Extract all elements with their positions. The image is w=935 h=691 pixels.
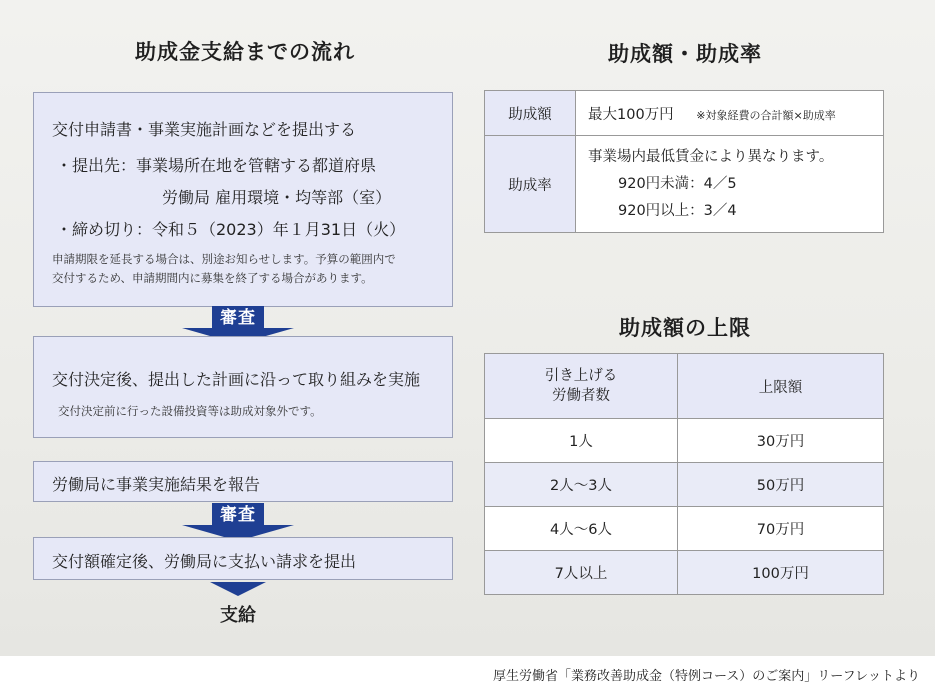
step1-destination: ・提出先：事業場所在地を管轄する都道府県 bbox=[56, 156, 377, 175]
table-row bbox=[485, 551, 884, 595]
step2-heading: 交付決定後、提出した計画に沿って取り組みを実施 bbox=[52, 370, 421, 389]
rate-line3: 920円以上：3／4 bbox=[618, 202, 737, 219]
payment-arrow bbox=[182, 580, 294, 600]
flow-title: 助成金支給までの流れ bbox=[135, 40, 355, 64]
review-label-2: 審査 bbox=[220, 505, 256, 525]
limit-cell: 100万円 bbox=[678, 551, 884, 595]
step-implement-plan bbox=[33, 336, 453, 438]
step1-note-line1: 申請期限を延長する場合は、別途お知らせします。予算の範囲内で bbox=[52, 252, 396, 266]
step3-text: 労働局に事業実施結果を報告 bbox=[52, 475, 261, 494]
limit-column-header: 上限額 bbox=[678, 354, 884, 419]
review-label-1: 審査 bbox=[220, 308, 256, 328]
limit-cell: 70万円 bbox=[678, 507, 884, 551]
amount-cell bbox=[576, 91, 884, 136]
step1-note-line2: 交付するため、申請期間内に募集を終了する場合があります。 bbox=[52, 271, 373, 285]
source-caption: 厚生労働省「業務改善助成金（特例コース）のご案内」リーフレットより bbox=[492, 669, 920, 684]
step1-heading: 交付申請書・事業実施計画などを提出する bbox=[52, 120, 357, 139]
step-submit-application bbox=[33, 92, 453, 307]
step4-text: 交付額確定後、労働局に支払い請求を提出 bbox=[52, 552, 357, 571]
workers-cell: 1人 bbox=[485, 419, 678, 463]
rate-line1: 事業場内最低賃金により異なります。 bbox=[588, 148, 834, 165]
step1-destination-office: 労働局 雇用環境・均等部（室） bbox=[162, 188, 392, 207]
table-row bbox=[485, 507, 884, 551]
limit-table bbox=[484, 353, 884, 595]
step1-deadline: ・締め切り：令和５（2023）年１月31日（火） bbox=[56, 220, 406, 239]
table-row bbox=[485, 91, 884, 136]
step2-note: 交付決定前に行った設備投資等は助成対象外です。 bbox=[58, 404, 322, 418]
review-arrow-2 bbox=[182, 503, 294, 537]
workers-cell: 4人〜6人 bbox=[485, 507, 678, 551]
step-payment-request bbox=[33, 537, 453, 580]
table-row bbox=[485, 136, 884, 233]
rate-cell bbox=[576, 136, 884, 233]
step-report-results bbox=[33, 461, 453, 502]
limit-cell: 50万円 bbox=[678, 463, 884, 507]
workers-header-line2: 労働者数 bbox=[552, 388, 610, 404]
payment-label: 支給 bbox=[220, 605, 256, 626]
rate-line2: 920円未満：4／5 bbox=[618, 175, 737, 192]
workers-column-header bbox=[485, 354, 678, 419]
amount-label: 助成額 bbox=[485, 91, 576, 136]
rate-title: 助成額・助成率 bbox=[608, 42, 762, 66]
workers-header-line1: 引き上げる bbox=[544, 368, 618, 384]
workers-cell: 7人以上 bbox=[485, 551, 678, 595]
workers-cell: 2人〜3人 bbox=[485, 463, 678, 507]
table-row bbox=[485, 463, 884, 507]
limit-title: 助成額の上限 bbox=[619, 316, 751, 340]
rate-table bbox=[484, 90, 884, 233]
rate-label: 助成率 bbox=[485, 136, 576, 233]
amount-note: ※対象経費の合計額×助成率 bbox=[696, 108, 836, 122]
table-header-row bbox=[485, 354, 884, 419]
limit-cell: 30万円 bbox=[678, 419, 884, 463]
amount-value: 最大100万円 bbox=[588, 106, 674, 123]
table-row bbox=[485, 419, 884, 463]
